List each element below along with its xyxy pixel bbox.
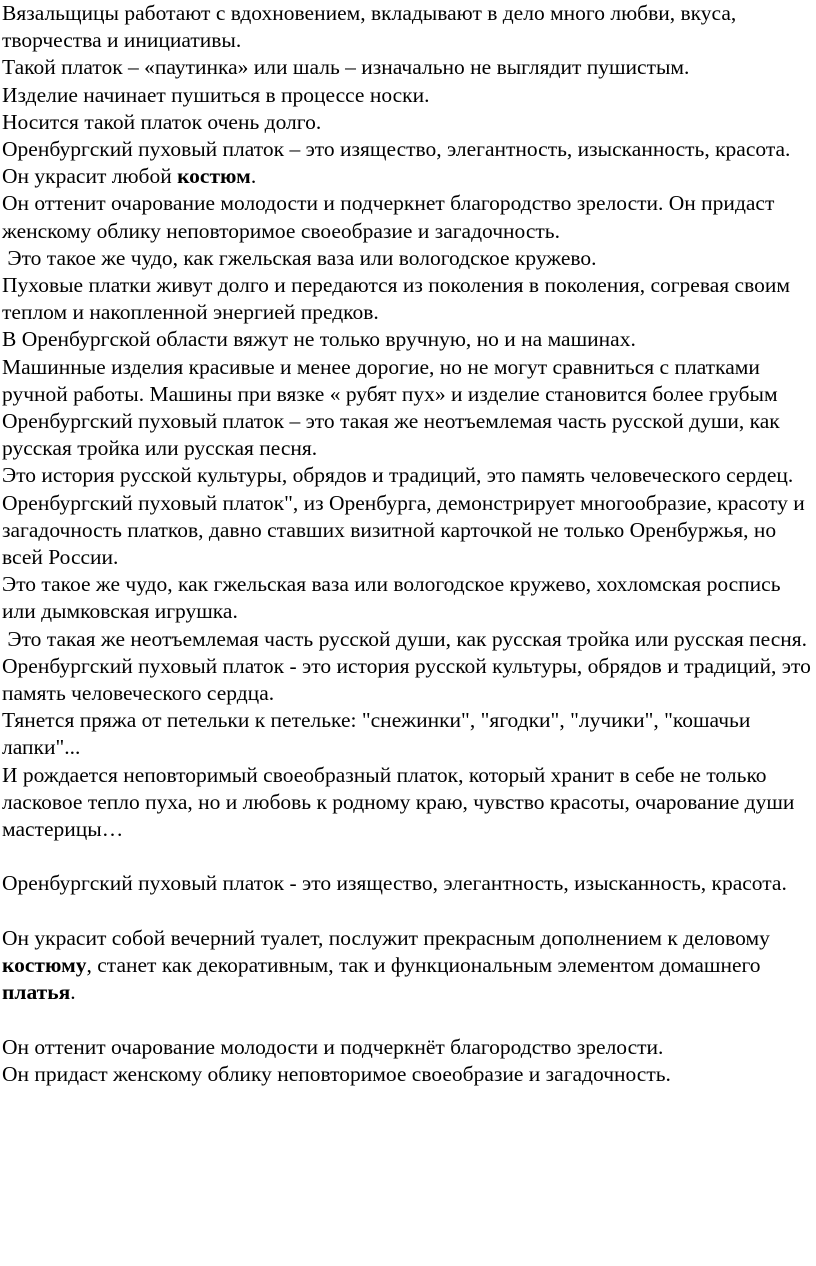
- paragraph: Тянется пряжа от петельки к петельке: "снежинки", "ягодки", "лучики", "кошачьи лапки"...: [2, 708, 751, 760]
- paragraph: Оренбургский пуховый платок - это изящество, элегантность, изысканность, красота.: [2, 871, 787, 896]
- text-run: Он украсит любой: [2, 164, 178, 189]
- blank-line: [2, 898, 812, 925]
- paragraph: [2, 925, 812, 1007]
- paragraph: В Оренбургской области вяжут не только вручную, но и на машинах.: [2, 327, 636, 352]
- text-run: .: [250, 164, 257, 189]
- paragraph: Машинные изделия красивые и менее дорогие, но не могут сравниться с платками ручной работы. Машины при вязке « рубят пух» и изделие становится более грубым: [2, 354, 778, 406]
- paragraph: [2, 163, 812, 190]
- paragraph: Оренбургский пуховый платок – это такая же неотъемлемая часть русской души, как русская тройка или русская песня.: [2, 409, 780, 461]
- paragraph: Он оттенит очарование молодости и подчеркнёт благородство зрелости.: [2, 1034, 664, 1059]
- paragraph: Оренбургский пуховый платок", из Оренбурга, демонстрирует многообразие, красоту и загадочность платков, давно ставших визитной карточкой не только Оренбуржья, но всей России.: [2, 490, 805, 570]
- paragraph: Носится такой платок очень долго.: [2, 109, 322, 134]
- bold-text: платья: [2, 980, 71, 1005]
- text-run: Он украсит собой вечерний туалет, послужит прекрасным дополнением к деловому: [2, 925, 770, 950]
- blank-line: [2, 843, 812, 870]
- paragraph: Оренбургский пуховый платок - это история русской культуры, обрядов и традиций, это память человеческого сердца.: [2, 653, 811, 706]
- paragraph: Вязальщицы работают с вдохновением, вкладывают в дело много любви, вкуса, творчества и инициативы.: [2, 1, 737, 53]
- paragraph: Пуховые платки живут долго и передаются из поколения в поколения, согревая своим теплом и накопленной энергией предков.: [2, 273, 790, 325]
- paragraph: Оренбургский пуховый платок – это изящество, элегантность, изысканность, красота.: [2, 137, 791, 162]
- paragraph: Он придаст женскому облику неповторимое своеобразие и загадочность.: [2, 1061, 671, 1086]
- paragraph: Изделие начинает пушиться в процессе носки.: [2, 82, 430, 107]
- paragraph: Это такое же чудо, как гжельская ваза или вологодское кружево, хохломская роспись или дымковская игрушка.: [2, 572, 781, 624]
- text-run: .: [70, 980, 76, 1005]
- paragraph: Он оттенит очарование молодости и подчеркнет благородство зрелости. Он придаст женскому облику неповторимое своеобразие и загадочность.: [2, 191, 775, 243]
- bold-text: костюму: [2, 953, 87, 978]
- bold-text: костюм: [177, 164, 251, 189]
- paragraph: И рождается неповторимый своеобразный платок, который хранит в себе не только ласковое тепло пуха, но и любовь к родному краю, чувство красоты, очарование души мастерицы…: [2, 762, 795, 842]
- paragraph: Это история русской культуры, обрядов и традиций, это память человеческого сердец.: [2, 463, 794, 488]
- paragraph: Это такая же неотъемлемая часть русской души, как русская тройка или русская песня.: [2, 626, 808, 651]
- blank-line: [2, 1006, 812, 1033]
- text-run: , станет как декоративным, так и функциональным элементом домашнего: [86, 953, 761, 978]
- paragraph: Это такое же чудо, как гжельская ваза или вологодское кружево.: [2, 245, 597, 270]
- paragraph: Такой платок – «паутинка» или шаль – изначально не выглядит пушистым.: [2, 55, 690, 80]
